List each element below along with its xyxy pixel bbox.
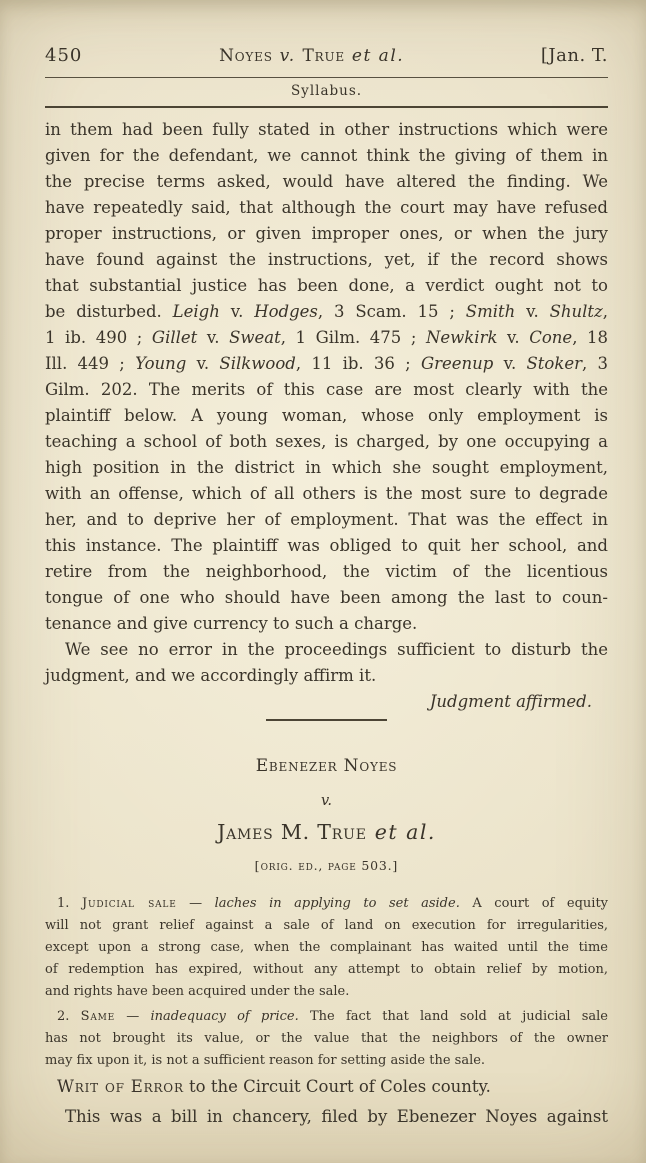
text-line [45,663,608,689]
text-line [45,273,608,299]
versus-label [45,793,608,809]
text-segment: this instance. The plaintiff was obliged to quit her school, and [45,536,608,555]
text-line [45,1050,608,1072]
text-segment: [ [254,858,261,873]
text-segment: et al. [374,820,436,844]
text-segment: Smith [465,302,516,321]
text-line [45,351,608,377]
text-segment: Shultz [549,302,603,321]
text-segment: may fix upon it, is not a sufficient reason for setting aside the sale. [45,1053,486,1068]
writ-of-error-line [45,1074,608,1100]
text-segment: Gilm. 202. The merits of this case are most clearly with the [45,380,608,399]
text-segment: Ill. 449 ; [45,354,136,373]
court-term-label: [Jan. T. [540,45,608,66]
text-segment: — [176,896,215,911]
text-line [45,143,608,169]
text-line [45,221,608,247]
text-line [45,195,608,221]
text-segment: A court of equity [459,896,609,911]
text-line [45,611,608,637]
text-segment: This was a bill in chancery, filed by Ebenezer Noyes against [65,1107,608,1126]
text-segment: 1. [57,896,82,911]
text-line [45,637,608,663]
text-segment: be disturbed. [45,302,173,321]
text-segment: of redemption has expired, without any attempt to obtain relief by motion, [45,962,608,977]
text-segment: Writ of Error [57,1077,184,1096]
text-line [45,325,608,351]
text-line [45,533,608,559]
text-line [45,507,608,533]
header-rule [45,77,608,78]
text-segment: , 1 Gilm. 475 ; [280,328,426,347]
text-segment: Gillet [151,328,198,347]
text-line [45,937,608,959]
text-line [45,169,608,195]
case-plaintiff-name [45,756,608,776]
text-segment: The fact that land sold at judicial sale [298,1009,608,1024]
text-segment: will not grant relief against a sale of land on execution for irregularities, [45,918,608,933]
text-segment: the precise terms asked, would have altered the finding. We [45,172,608,191]
text-segment: True [302,46,345,66]
headnote-inadequacy-of-price [45,1006,608,1072]
text-segment: Ebenezer Noyes [255,756,398,776]
text-segment: v. [219,302,255,321]
text-segment: teaching a school of both sexes, is charged, by one occupying a [45,432,608,451]
text-line [45,585,608,611]
text-segment: v. [497,328,530,347]
text-segment [367,820,375,844]
text-segment: , 3 Scam. 15 ; [317,302,466,321]
text-segment: v. [279,46,296,66]
text-line [45,893,608,915]
case-divider-rule [266,719,387,721]
text-segment: have repeatedly said, that although the court may have refused [45,198,608,217]
text-segment: judgment, and we accordingly affirm it. [45,666,377,685]
syllabus-rule [45,106,608,108]
text-segment: , [602,302,609,321]
orig-ed-page-reference [45,858,608,873]
text-segment: high position in the district in which she sought employment, [45,458,608,477]
text-segment: Newkirk [425,328,498,347]
text-segment: , 11 ib. 36 ; [295,354,421,373]
opinion-text [45,117,608,715]
text-segment: Judgment affirmed. [429,692,592,711]
text-segment: Noyes [219,46,273,66]
text-segment [296,46,303,66]
text-segment: with an offense, which of all others is the most sure to degrade [45,484,608,503]
running-head [45,45,608,66]
text-line [45,117,608,143]
text-line [45,403,608,429]
text-segment: to the Circuit Court of Coles county. [183,1077,491,1096]
text-segment: Judicial sale [81,896,177,911]
text-segment: 1 ib. 490 ; [45,328,152,347]
text-segment: except upon a strong case, when the complainant has waited until the time [45,940,608,955]
text-line [45,429,608,455]
text-line [45,247,608,273]
text-segment: We see no error in the proceedings sufficient to disturb the [65,640,608,659]
text-segment: plaintiff below. A young woman, whose only employment is [45,406,608,425]
text-segment: proper instructions, or given improper ones, or when the jury [45,224,608,243]
text-segment: Same [80,1009,116,1024]
text-segment: Silkwood [219,354,296,373]
text-segment: , 3 [581,354,608,373]
text-segment [345,46,352,66]
case-intro-line [45,1104,608,1130]
page-number: 450 [45,45,83,66]
text-segment: James M. True [217,820,367,844]
headnote-judicial-sale [45,893,608,1003]
text-line [45,1104,608,1130]
text-segment: tongue of one who should have been among the last to coun- [45,588,608,607]
text-line [45,915,608,937]
text-segment: and rights have been acquired under the sale. [45,984,350,999]
text-segment: Stoker [526,354,582,373]
text-line [45,1074,608,1100]
text-line [45,455,608,481]
text-segment: v. [186,354,220,373]
text-line [45,1028,608,1050]
text-segment: that substantial justice has been done, a verdict ought not to [45,276,608,295]
text-segment: her, and to deprive her of employment. That was the effect in [45,510,608,529]
text-segment: v. [197,328,230,347]
text-segment: Sweat [229,328,281,347]
text-line [45,689,608,715]
text-segment [273,46,280,66]
text-segment: v. [515,302,550,321]
text-line [45,299,608,325]
text-line [45,559,608,585]
text-line [45,1006,608,1028]
text-segment: , 18 [572,328,608,347]
text-segment: have found against the instructions, yet, if the record shows [45,250,608,269]
text-segment: — [115,1009,151,1024]
text-segment: et al. [351,46,405,66]
text-segment: inadequacy of price. [150,1009,299,1024]
text-segment: Leigh [172,302,220,321]
section-label: Syllabus. [290,83,363,99]
text-segment: v. [320,793,333,809]
text-line [45,959,608,981]
case-defendant-name [45,820,608,844]
headnotes [45,893,608,1072]
text-line [45,981,608,1003]
text-segment: in them had been fully stated in other instructions which were [45,120,608,139]
text-segment: Greenup [420,354,494,373]
text-line [45,377,608,403]
text-segment: retire from the neighborhood, the victim of the licentious [45,562,608,581]
text-segment: given for the defendant, we cannot think the giving of them in [45,146,608,165]
text-segment: laches in applying to set aside. [214,896,460,911]
text-segment: 2. [57,1009,81,1024]
text-segment: v. [493,354,527,373]
text-segment: Cone [529,328,573,347]
text-segment: Hodges [254,302,318,321]
running-case-title [82,46,541,66]
text-segment: tenance and give currency to such a charge. [45,614,418,633]
text-segment: orig. ed., page 503. [260,858,393,873]
text-segment: has not brought its value, or the value that the neighbors of the owner [45,1031,608,1046]
text-segment: Young [135,354,187,373]
text-segment: ] [392,858,399,873]
text-line [45,481,608,507]
